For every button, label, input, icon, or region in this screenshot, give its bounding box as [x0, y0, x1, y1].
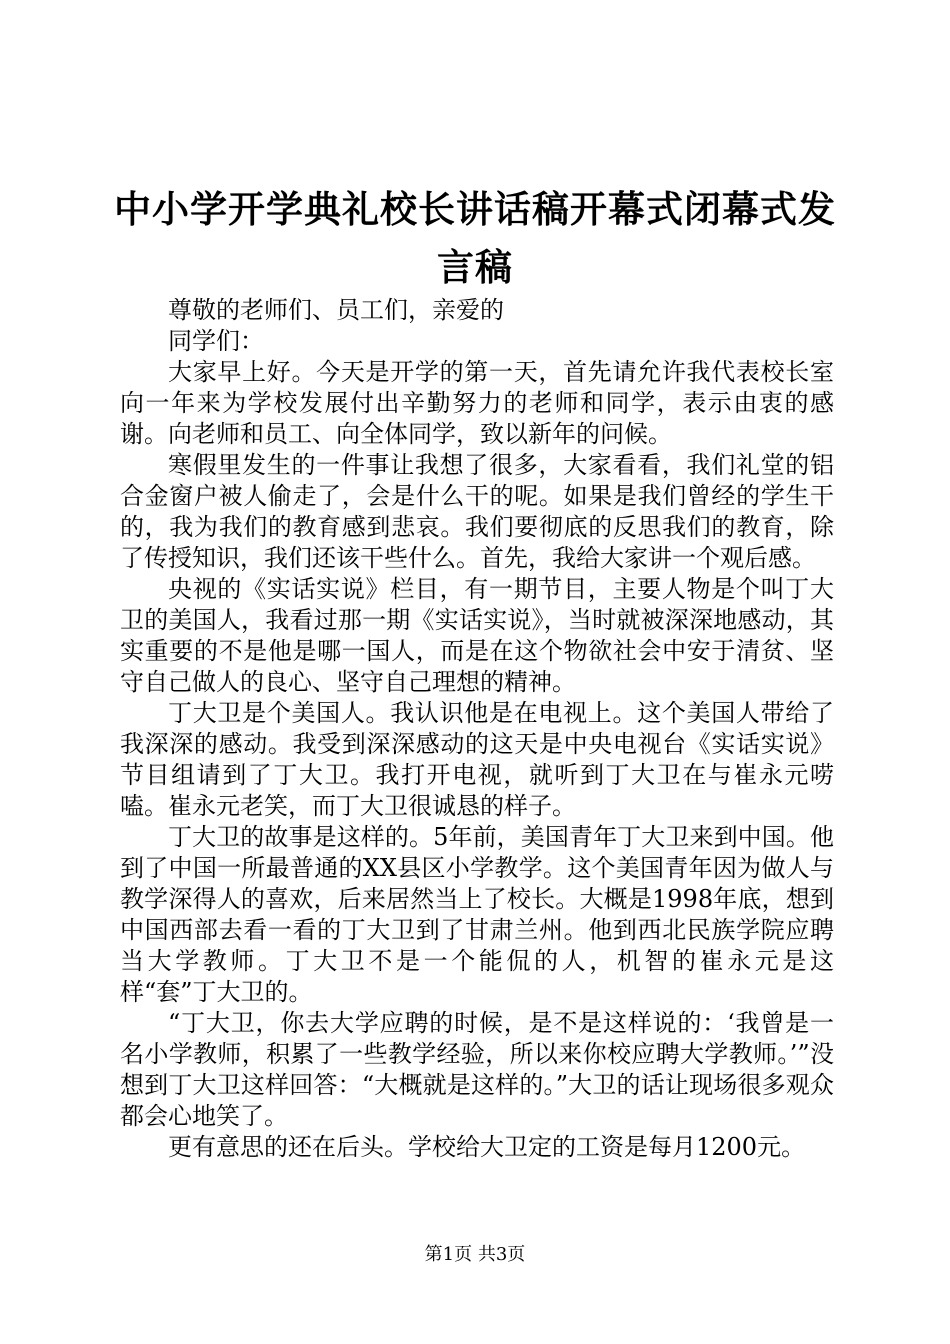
body-paragraph: 丁大卫是个美国人。我认识他是在电视上。这个美国人带给了我深深的感动。我受到深深感动的这天是中央电视台《实话实说》节目组请到了丁大卫。我打开电视，就听到丁大卫在与崔永元唠嗑。崔永元老笑，而丁大卫很诚恳的样子。	[120, 699, 834, 820]
body-paragraph: 更有意思的还在后头。学校给大卫定的工资是每月1200元。	[168, 1133, 806, 1161]
body-paragraph: 寒假里发生的一件事让我想了很多，大家看看，我们礼堂的铝合金窗户被人偷走了，会是什么干的呢。如果是我们曾经的学生干的，我为我们的教育感到悲哀。我们要彻底的反思我们的教育，除了传授知识，我们还该干些什么。首先，我给大家讲一个观后感。	[120, 451, 834, 572]
body-paragraph: 央视的《实话实说》栏目，有一期节目，主要人物是个叫丁大卫的美国人，我看过那一期《实话实说》，当时就被深深地感动，其实重要的不是他是哪一国人，而是在这个物欲社会中安于清贫、坚守自己做人的良心、坚守自己理想的精神。	[120, 575, 834, 696]
page-indicator: 第1页 共3页	[424, 1244, 526, 1265]
body-paragraph: 大家早上好。今天是开学的第一天，首先请允许我代表校长室向一年来为学校发展付出辛勤努力的老师和同学，表示由衷的感谢。向老师和员工、向全体同学，致以新年的问候。	[120, 358, 834, 448]
document-body	[120, 295, 834, 1163]
body-paragraph: 丁大卫的故事是这样的。5年前，美国青年丁大卫来到中国。他到了中国一所最普通的XX县区小学教学。这个美国青年因为做人与教学深得人的喜欢，后来居然当上了校长。大概是1998年底，想到中国西部去看一看的丁大卫到了甘肃兰州。他到西北民族学院应聘当大学教师。丁大卫不是一个能侃的人，机智的崔永元是这样“套”丁大卫的。	[120, 823, 834, 1006]
salutation-line-1: 尊敬的老师们、员工们，亲爱的	[168, 296, 504, 324]
document-title: 中小学开学典礼校长讲话稿开幕式闭幕式发言稿	[114, 187, 836, 289]
salutation-line-2: 同学们：	[168, 327, 264, 355]
body-paragraph: “丁大卫，你去大学应聘的时候，是不是这样说的：‘我曾是一名小学教师，积累了一些教学经验，所以来你校应聘大学教师。’”没想到丁大卫这样回答：“大概就是这样的。”大卫的话让现场很多观众都会心地笑了。	[120, 1009, 834, 1130]
